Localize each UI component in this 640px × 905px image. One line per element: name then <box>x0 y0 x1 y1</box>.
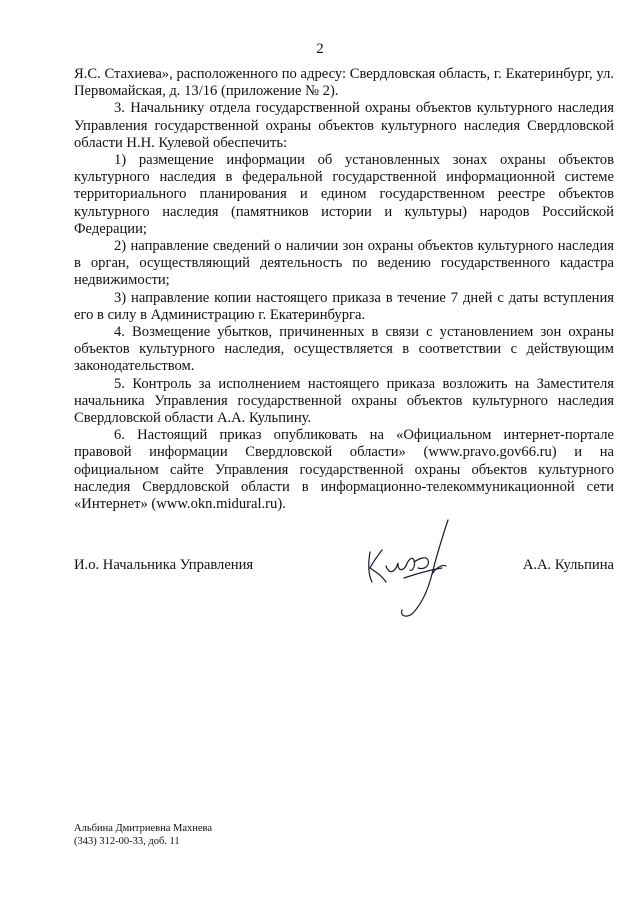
paragraph-subitem-3: 3) направление копии настоящего приказа в течение 7 дней с даты вступления его в силу в Администрацию г. Екатеринбурга. <box>74 289 614 323</box>
executor-contact <box>74 822 212 848</box>
paragraph-continuation: Я.С. Стахиева», расположенного по адресу: Свердловская область, г. Екатеринбург, ул. Первомайская, д. 13/16 (приложение № 2). <box>74 66 614 100</box>
paragraph-subitem-1: 1) размещение информации об установленных зонах охраны объектов культурного наследия в федеральной государственной информационной системе территориального планирования и едином государственном реестре объектов культурного наследия (памятников истории и культуры) народов Российской Федерации; <box>74 152 614 237</box>
executor-phone: (343) 312-00-33, доб. 11 <box>74 836 180 847</box>
paragraph-item-4: 4. Возмещение убытков, причиненных в связи с установлением зон охраны объектов культурного наследия, осуществляется в соответствии с действующим законодательством. <box>74 324 614 375</box>
paragraph-item-6: 6. Настоящий приказ опубликовать на «Официальном интернет-портале правовой информации Свердловской области» (www.pravo.gov66.ru) и на официальном сайте Управления государственной охраны объектов культурного наследия Свердловской области в информационно-телекоммуникационной сети «Интернет» (www.okn.midural.ru). <box>74 427 614 513</box>
signature-row <box>74 556 614 576</box>
executor-name: Альбина Дмитриевна Махнева <box>74 823 213 834</box>
signer-title: И.о. Начальника Управления <box>74 557 254 573</box>
handwritten-signature <box>356 512 466 622</box>
page-number: 2 <box>316 41 324 57</box>
paragraph-item-5: 5. Контроль за исполнением настоящего приказа возложить на Заместителя начальника Управления государственной охраны объектов культурного наследия Свердловской области А.А. Кульпину. <box>74 375 614 427</box>
document-body <box>74 66 614 513</box>
signer-name: А.А. Кульпина <box>522 557 614 573</box>
paragraph-subitem-2: 2) направление сведений о наличии зон охраны объектов культурного наследия в орган, осуществляющий деятельность по ведению государственного кадастра недвижимости; <box>74 238 614 289</box>
paragraph-item-3: 3. Начальнику отдела государственной охраны объектов культурного наследия Управления государственной охраны объектов культурного наследия Свердловской области Н.Н. Кулевой обеспечить: <box>74 100 614 151</box>
